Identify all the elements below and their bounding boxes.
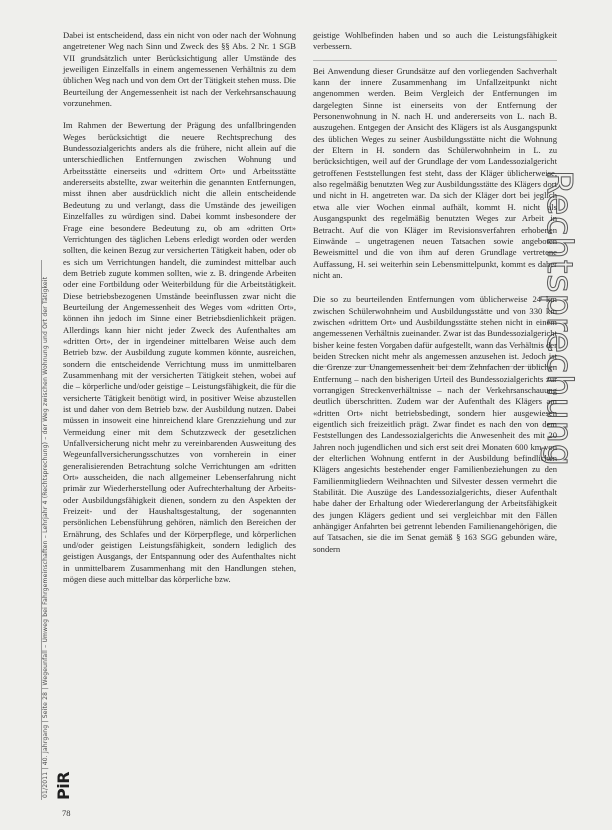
paragraph: Dabei ist entscheidend, dass ein nicht von oder nach der Wohnung angetretener Weg nach Sinn und Zweck des §§ Abs. 2 Nr. 1 SGB VII grundsätzlich unter Berücksichtigung aller Umstände des jeweiligen Einzelfalls in einem angemessenen Verhältnis zu dem üblichen Weg nach und von dem Ort der Tätigkeit stehen muss. Die Beurteilung der Angemessenheit ist nach der Verkehrsanschauung vorzunehmen. [63,30,296,109]
text-column-left [63,30,296,597]
paragraph: geistige Wohlbefinden haben und so auch die Leistungsfähigkeit verbessern. [313,30,557,52]
running-header: 01/2011 | 40. Jahrgang | Seite 28 | Wegeunfall – Umweg bei Fahrgemeinschaften – Lehrjahr 4 (Rechtsprechung) – der Weg zwischen Wohnung und Ort der Tätigkeit [42,276,49,798]
journal-logo: PiR [54,771,73,800]
page-number: 78 [62,808,71,818]
text-column-right [313,30,557,566]
paragraph: Bei Anwendung dieser Grundsätze auf den vorliegenden Sachverhalt kann der innere Zusammenhang im Unfallzeitpunkt nicht angenommen werden. Beim Vergleich der Entfernungen im dargelegten Sinne ist einerseits von der Entfernung der Personenwohnung in N. nach H. und andererseits von L. nach B. auszugehen. Entgegen der Ansicht des Klägers ist als Ausgangspunkt des üblichen Weges zu seiner Ausbildungsstätte nicht die Wohnung der Eltern in H. sondern das Schülerwohnheim in L. zu berücksichtigen, weil auf der Grundlage der vom Landessozialgericht getroffenen Feststellungen fest steht, dass der Kläger üblicherweise, also regelmäßig benutzten Weg zur Ausbildungsstätte des Klägers dort und nicht in H. angetreten war. Da sich der Kläger dort bei jeglich etwa alle vier Wochen einmal aufhält, kommt H. nicht als Ausgangspunkt des regelmäßig benutzten Weges zur Arbeit in Betracht. Auf die von Kläger im Revisionsverfahren erhobenen Einwände – ungetragenen neuen Tatsachen sowie angeboten Beweismittel und die von ihm auf deren Grundlage vertretene Auffassung, H. sei weiterhin sein Lebensmittelpunkt, kommt es daher nicht an. [313,65,557,280]
paragraph: Die so zu beurteilenden Entfernungen vom üblicherweise 24 km zwischen Schülerwohnheim und Ausbildungsstätte und von 330 km zwischen «drittem Ort» und Ausbildungsstätte stehen nicht in einem angemessenen Verhältnis zueinander. Zwar ist das Bundessozialgericht bisher keine festen Vorgaben dafür aufgestellt, wann das Verhältnis der beiden Strecken nicht mehr als angemessen anzusehen ist. Jedoch ist die Grenze zur Unangemessenheit bei dem Zehnfachen der üblichen Entfernung – nach den bisherigen Urteil des Bundessozialgerichts zur vorrangigen Streckenverhältnisse – nach der Verkehrsanschauung deutlich überschritten. Zudem war der Aufenthalt des Klägers am «dritten Ort» nicht betriebsbedingt, sondern hier ausgewiesen eigentlich sich freizeitlich prägt. Zwar findet es nach den von dem Feststellungen des Landessozialgerichts die Anwesenheit des mit 20 Jahren noch jugendlichen und sich erst seit drei Monaten 600 km von der elterlichen Wohnung entfernt in der Ausbildung befindlichen Klägers angesichts bestehender enger Familienbeziehungen zu den Familienmitgliedern Weihnachten und Silvester dessen vermehrt die Stabilität. Die Auszüge des Landessozialgerichts, dieser Aufenthalt habe daher der Erhaltung oder Wiedererlangung der Arbeitsfähigkeit des jungen Klägers gedient und sei vergleichbar mit den Fällen anhängiger Anfahrten bei getrennt lebenden Familienangehörigen, die auf Tatsachen, sie die im Senat gemäß § 163 SGG gebunden wäre, sondern [313,294,557,554]
section-title: Rechtsprechung [539,170,579,468]
paragraph: Im Rahmen der Bewertung der Prägung des unfallbringenden Weges berücksichtigt die neuere Rechtsprechung des Bundessozialgerichts anders als die frühere, nicht allein auf die unterschiedlichen Entfernungen zwischen Wohnung und Arbeitsstätte einerseits und «drittem Ort» und Arbeitsstätte andererseits abstellte, zwar weiterhin die genannten Entfernungen, misst ihnen aber ausdrücklich nicht die allein entscheidende Bedeutung zu und verlangt, dass die Umstände des jeweiligen Einzelfalles zu würdigen sind. Dabei kommt insbesondere der Frage eine besondere Bedeutung zu, ob am «dritten Ort» Verrichtungen des täglichen Lebens erledigt worden oder werden sollten, die keinen Bezug zur versicherten Tätigkeit haben, oder ob es sich um Verrichtungen handelt, die zumindest mittelbar auch dem Betrieb zugute kommen sollten, wie z. B. dringende Arbeiten oder eine Fortbildung oder Weiterbildung für die Arbeitstätigkeit. Diese betriebsbezogenen Umstände beeinflussen zwar nicht die Beurteilung der Angemessenheit des Weges vom «dritten Ort», können ihn jedoch im Sinne einer Betriebsdienlichkeit prägen. Allerdings kann hier nicht jeder Zweck des Aufenthaltes am «dritten Ort», der in irgendeiner mittelbaren Weise auch dem Betrieb bzw. der Ausbildung zugute kommen könnte, ausreichen, sondern die entscheidende Verrichtung muss im unmittelbaren Zusammenhang mit der versicherten Tätigkeit stehen, wobei auf die – körperliche und/oder geistige – Leistungsfähigkeit, die für die versicherte Tätigkeit benötigt wird, in positiver Weise abzustellen ist und daher von dem Betrieb bzw. der Ausbildung nutzen. Dabei müssen in insoweit eine hinreichend klare Grenzziehung und zur Vermeidung einer mit dem Schutzzweck der gesetzlichen Unfallversicherung nicht mehr zu vereinbarenden Ausweitung des Wegeunfallversicherungsschutzes von vornherein in einer generalisierenden Betrachtung solche Verrichtungen am «dritten Ort» ausscheiden, die nach allgemeiner Lebenserfahrung nicht primär zur Wiederherstellung oder Aufrechterhaltung der Arbeits- oder Ausbildungsfähigkeit dienen, sondern zu den Aspekten der Freizeit- und der Haushaltsgestaltung, der sogenannten persönlichen Lebensführung gehören, nämlich den Bereichen der Ernährung, des Schlafes und der Körperpflege, und körperlichen und/oder geistigen Leistungsfähigkeit, sondern lediglich des geistigen Ausgangs, der Entspannung oder des Aufenthaltes nicht in unmittelbarem Zusammenhang mit den Handlungen stehen, mögen diese auch mittelbar das körperliche bzw. [63,120,296,585]
